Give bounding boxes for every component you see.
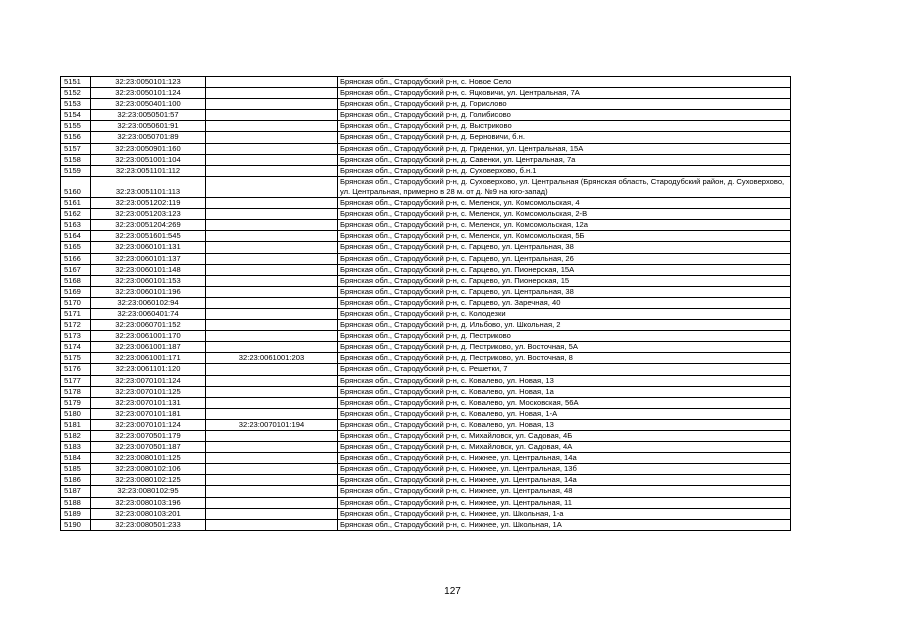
linked-cadastral-number-cell xyxy=(206,431,338,442)
cadastral-number-cell: 32:23:0051101:112 xyxy=(91,165,206,176)
cadastral-number-cell: 32:23:0051204:269 xyxy=(91,220,206,231)
linked-cadastral-number-cell xyxy=(206,231,338,242)
linked-cadastral-number-cell xyxy=(206,453,338,464)
row-number-cell: 5152 xyxy=(61,88,91,99)
row-number-cell: 5170 xyxy=(61,297,91,308)
row-number-cell: 5180 xyxy=(61,408,91,419)
table-row xyxy=(61,253,791,264)
address-cell: Брянская обл., Стародубский р-н, д. Берновичи, б.н. xyxy=(338,132,791,143)
row-number-cell: 5179 xyxy=(61,397,91,408)
address-cell: Брянская обл., Стародубский р-н, д. Суховерхово, б.н.1 xyxy=(338,165,791,176)
linked-cadastral-number-cell: 32:23:0070101:194 xyxy=(206,419,338,430)
address-cell: Брянская обл., Стародубский р-н, с. Меленск, ул. Комсомольская, 5Б xyxy=(338,231,791,242)
table-row xyxy=(61,209,791,220)
linked-cadastral-number-cell xyxy=(206,253,338,264)
cadastral-number-cell: 32:23:0061001:171 xyxy=(91,353,206,364)
row-number-cell: 5161 xyxy=(61,198,91,209)
table-row xyxy=(61,154,791,165)
table-row xyxy=(61,397,791,408)
cadastral-number-cell: 32:23:0070101:131 xyxy=(91,397,206,408)
cadastral-number-cell: 32:23:0050401:100 xyxy=(91,99,206,110)
row-number-cell: 5185 xyxy=(61,464,91,475)
cadastral-number-cell: 32:23:0061001:187 xyxy=(91,342,206,353)
address-cell: Брянская обл., Стародубский р-н, д. Пестриково xyxy=(338,331,791,342)
cadastral-number-cell: 32:23:0060102:94 xyxy=(91,297,206,308)
row-number-cell: 5181 xyxy=(61,419,91,430)
table-row xyxy=(61,77,791,88)
linked-cadastral-number-cell xyxy=(206,475,338,486)
table-row xyxy=(61,519,791,530)
cadastral-number-cell: 32:23:0050101:123 xyxy=(91,77,206,88)
linked-cadastral-number-cell xyxy=(206,364,338,375)
linked-cadastral-number-cell xyxy=(206,275,338,286)
linked-cadastral-number-cell xyxy=(206,132,338,143)
linked-cadastral-number-cell xyxy=(206,209,338,220)
table-row xyxy=(61,342,791,353)
cadastral-number-cell: 32:23:0051601:545 xyxy=(91,231,206,242)
row-number-cell: 5154 xyxy=(61,110,91,121)
address-cell: Брянская обл., Стародубский р-н, с. Нижнее, ул. Центральная, 14а xyxy=(338,453,791,464)
row-number-cell: 5169 xyxy=(61,286,91,297)
table-row xyxy=(61,331,791,342)
row-number-cell: 5187 xyxy=(61,486,91,497)
table-row xyxy=(61,99,791,110)
address-cell: Брянская обл., Стародубский р-н, с. Решетки, 7 xyxy=(338,364,791,375)
address-cell: Брянская обл., Стародубский р-н, д. Савенки, ул. Центральная, 7а xyxy=(338,154,791,165)
linked-cadastral-number-cell xyxy=(206,77,338,88)
table-row xyxy=(61,442,791,453)
linked-cadastral-number-cell xyxy=(206,486,338,497)
linked-cadastral-number-cell xyxy=(206,121,338,132)
address-cell: Брянская обл., Стародубский р-н, д. Пестриково, ул. Восточная, 8 xyxy=(338,353,791,364)
address-cell: Брянская обл., Стародубский р-н, с. Гарцево, ул. Заречная, 40 xyxy=(338,297,791,308)
linked-cadastral-number-cell xyxy=(206,264,338,275)
address-cell: Брянская обл., Стародубский р-н, с. Гарцево, ул. Центральная, 26 xyxy=(338,253,791,264)
address-cell: Брянская обл., Стародубский р-н, д. Пестриково, ул. Восточная, 5А xyxy=(338,342,791,353)
table-row xyxy=(61,110,791,121)
row-number-cell: 5151 xyxy=(61,77,91,88)
table-row xyxy=(61,475,791,486)
address-cell: Брянская обл., Стародубский р-н, с. Яцковичи, ул. Центральная, 7А xyxy=(338,88,791,99)
linked-cadastral-number-cell xyxy=(206,143,338,154)
linked-cadastral-number-cell xyxy=(206,220,338,231)
table-row xyxy=(61,198,791,209)
linked-cadastral-number-cell xyxy=(206,320,338,331)
linked-cadastral-number-cell xyxy=(206,464,338,475)
address-cell: Брянская обл., Стародубский р-н, с. Михайловск, ул. Садовая, 4Б xyxy=(338,431,791,442)
table-row xyxy=(61,165,791,176)
address-cell: Брянская обл., Стародубский р-н, с. Нижнее, ул. Школьная, 1А xyxy=(338,519,791,530)
row-number-cell: 5172 xyxy=(61,320,91,331)
row-number-cell: 5167 xyxy=(61,264,91,275)
linked-cadastral-number-cell xyxy=(206,375,338,386)
table-row xyxy=(61,508,791,519)
row-number-cell: 5155 xyxy=(61,121,91,132)
cadastral-number-cell: 32:23:0080102:95 xyxy=(91,486,206,497)
row-number-cell: 5186 xyxy=(61,475,91,486)
table-row xyxy=(61,464,791,475)
cadastral-number-cell: 32:23:0080102:106 xyxy=(91,464,206,475)
linked-cadastral-number-cell xyxy=(206,508,338,519)
table-row xyxy=(61,320,791,331)
cadastral-number-cell: 32:23:0080501:233 xyxy=(91,519,206,530)
table-row xyxy=(61,486,791,497)
address-cell: Брянская обл., Стародубский р-н, с. Нижнее, ул. Школьная, 1-а xyxy=(338,508,791,519)
linked-cadastral-number-cell xyxy=(206,154,338,165)
table-row xyxy=(61,375,791,386)
linked-cadastral-number-cell xyxy=(206,198,338,209)
table-row xyxy=(61,497,791,508)
address-cell: Брянская обл., Стародубский р-н, с. Гарцево, ул. Центральная, 38 xyxy=(338,286,791,297)
linked-cadastral-number-cell xyxy=(206,408,338,419)
linked-cadastral-number-cell: 32:23:0061001:203 xyxy=(206,353,338,364)
linked-cadastral-number-cell xyxy=(206,242,338,253)
cadastral-number-cell: 32:23:0060101:131 xyxy=(91,242,206,253)
linked-cadastral-number-cell xyxy=(206,519,338,530)
table-row xyxy=(61,121,791,132)
cadastral-number-cell: 32:23:0070101:124 xyxy=(91,419,206,430)
row-number-cell: 5159 xyxy=(61,165,91,176)
cadastral-number-cell: 32:23:0070101:125 xyxy=(91,386,206,397)
row-number-cell: 5173 xyxy=(61,331,91,342)
address-cell: Брянская обл., Стародубский р-н, с. Ковалево, ул. Новая, 13 xyxy=(338,419,791,430)
address-cell: Брянская обл., Стародубский р-н, д. Ильбово, ул. Школьная, 2 xyxy=(338,320,791,331)
row-number-cell: 5175 xyxy=(61,353,91,364)
address-cell: Брянская обл., Стародубский р-н, с. Колодезки xyxy=(338,308,791,319)
address-cell: Брянская обл., Стародубский р-н, с. Нижнее, ул. Центральная, 13б xyxy=(338,464,791,475)
table-row xyxy=(61,297,791,308)
linked-cadastral-number-cell xyxy=(206,497,338,508)
linked-cadastral-number-cell xyxy=(206,331,338,342)
address-cell: Брянская обл., Стародубский р-н, с. Меленск, ул. Комсомольская, 12а xyxy=(338,220,791,231)
table-row xyxy=(61,453,791,464)
cadastral-number-cell: 32:23:0060101:137 xyxy=(91,253,206,264)
address-cell: Брянская обл., Стародубский р-н, с. Меленск, ул. Комсомольская, 2-В xyxy=(338,209,791,220)
row-number-cell: 5178 xyxy=(61,386,91,397)
address-cell: Брянская обл., Стародубский р-н, с. Меленск, ул. Комсомольская, 4 xyxy=(338,198,791,209)
linked-cadastral-number-cell xyxy=(206,397,338,408)
linked-cadastral-number-cell xyxy=(206,386,338,397)
row-number-cell: 5164 xyxy=(61,231,91,242)
cadastral-number-cell: 32:23:0070101:124 xyxy=(91,375,206,386)
property-table-body xyxy=(61,77,791,531)
cadastral-number-cell: 32:23:0051202:119 xyxy=(91,198,206,209)
linked-cadastral-number-cell xyxy=(206,297,338,308)
row-number-cell: 5174 xyxy=(61,342,91,353)
row-number-cell: 5188 xyxy=(61,497,91,508)
row-number-cell: 5157 xyxy=(61,143,91,154)
row-number-cell: 5176 xyxy=(61,364,91,375)
table-row xyxy=(61,143,791,154)
table-row xyxy=(61,408,791,419)
table-row xyxy=(61,231,791,242)
row-number-cell: 5165 xyxy=(61,242,91,253)
table-row xyxy=(61,364,791,375)
linked-cadastral-number-cell xyxy=(206,342,338,353)
address-cell: Брянская обл., Стародубский р-н, д. Голибисово xyxy=(338,110,791,121)
cadastral-number-cell: 32:23:0070501:187 xyxy=(91,442,206,453)
table-row xyxy=(61,220,791,231)
linked-cadastral-number-cell xyxy=(206,286,338,297)
address-cell: Брянская обл., Стародубский р-н, д. Горислово xyxy=(338,99,791,110)
cadastral-number-cell: 32:23:0070501:179 xyxy=(91,431,206,442)
cadastral-number-cell: 32:23:0061101:120 xyxy=(91,364,206,375)
cadastral-number-cell: 32:23:0060701:152 xyxy=(91,320,206,331)
linked-cadastral-number-cell xyxy=(206,88,338,99)
row-number-cell: 5182 xyxy=(61,431,91,442)
property-table xyxy=(60,76,791,531)
cadastral-number-cell: 32:23:0080101:125 xyxy=(91,453,206,464)
cadastral-number-cell: 32:23:0050901:160 xyxy=(91,143,206,154)
table-row xyxy=(61,242,791,253)
address-cell: Брянская обл., Стародубский р-н, с. Ковалево, ул. Новая, 1-А xyxy=(338,408,791,419)
cadastral-number-cell: 32:23:0070101:181 xyxy=(91,408,206,419)
cadastral-number-cell: 32:23:0061001:170 xyxy=(91,331,206,342)
cadastral-number-cell: 32:23:0051101:113 xyxy=(91,176,206,197)
cadastral-number-cell: 32:23:0051203:123 xyxy=(91,209,206,220)
cadastral-number-cell: 32:23:0050601:91 xyxy=(91,121,206,132)
address-cell: Брянская обл., Стародубский р-н, с. Ковалево, ул. Московская, 56А xyxy=(338,397,791,408)
address-cell: Брянская обл., Стародубский р-н, с. Гарцево, ул. Пионерская, 15А xyxy=(338,264,791,275)
table-row xyxy=(61,386,791,397)
row-number-cell: 5190 xyxy=(61,519,91,530)
address-cell: Брянская обл., Стародубский р-н, с. Гарцево, ул. Центральная, 38 xyxy=(338,242,791,253)
linked-cadastral-number-cell xyxy=(206,99,338,110)
address-cell: Брянская обл., Стародубский р-н, с. Новое Село xyxy=(338,77,791,88)
address-cell: Брянская обл., Стародубский р-н, с. Михайловск, ул. Садовая, 4А xyxy=(338,442,791,453)
cadastral-number-cell: 32:23:0060101:153 xyxy=(91,275,206,286)
row-number-cell: 5153 xyxy=(61,99,91,110)
row-number-cell: 5189 xyxy=(61,508,91,519)
cadastral-number-cell: 32:23:0080103:201 xyxy=(91,508,206,519)
address-cell: Брянская обл., Стародубский р-н, с. Нижнее, ул. Центральная, 48 xyxy=(338,486,791,497)
cadastral-number-cell: 32:23:0080102:125 xyxy=(91,475,206,486)
linked-cadastral-number-cell xyxy=(206,308,338,319)
table-row xyxy=(61,308,791,319)
linked-cadastral-number-cell xyxy=(206,165,338,176)
linked-cadastral-number-cell xyxy=(206,176,338,197)
row-number-cell: 5183 xyxy=(61,442,91,453)
row-number-cell: 5160 xyxy=(61,176,91,197)
table-row xyxy=(61,431,791,442)
row-number-cell: 5177 xyxy=(61,375,91,386)
cadastral-number-cell: 32:23:0080103:196 xyxy=(91,497,206,508)
table-row xyxy=(61,353,791,364)
table-row xyxy=(61,264,791,275)
cadastral-number-cell: 32:23:0060101:196 xyxy=(91,286,206,297)
linked-cadastral-number-cell xyxy=(206,442,338,453)
page-number: 127 xyxy=(444,586,461,597)
cadastral-number-cell: 32:23:0050701:89 xyxy=(91,132,206,143)
cadastral-number-cell: 32:23:0050101:124 xyxy=(91,88,206,99)
row-number-cell: 5158 xyxy=(61,154,91,165)
table-row xyxy=(61,286,791,297)
table-row xyxy=(61,132,791,143)
table-row xyxy=(61,88,791,99)
address-cell: Брянская обл., Стародубский р-н, д. Выстриково xyxy=(338,121,791,132)
row-number-cell: 5168 xyxy=(61,275,91,286)
row-number-cell: 5184 xyxy=(61,453,91,464)
address-cell: Брянская обл., Стародубский р-н, с. Гарцево, ул. Пионерская, 15 xyxy=(338,275,791,286)
row-number-cell: 5163 xyxy=(61,220,91,231)
row-number-cell: 5166 xyxy=(61,253,91,264)
address-cell: Брянская обл., Стародубский р-н, д. Гриденки, ул. Центральная, 15А xyxy=(338,143,791,154)
cadastral-number-cell: 32:23:0060101:148 xyxy=(91,264,206,275)
row-number-cell: 5162 xyxy=(61,209,91,220)
cadastral-number-cell: 32:23:0050501:57 xyxy=(91,110,206,121)
address-cell: Брянская обл., Стародубский р-н, с. Нижнее, ул. Центральная, 11 xyxy=(338,497,791,508)
address-cell: Брянская обл., Стародубский р-н, с. Ковалево, ул. Новая, 1а xyxy=(338,386,791,397)
address-cell: Брянская обл., Стародубский р-н, д. Суховерхово, ул. Центральная (Брянская область, Стародубский район, д. Суховерхово, ул. Центральная, примерно в 28 м. от д. №9 на юго-запад) xyxy=(338,176,791,197)
cadastral-number-cell: 32:23:0051001:104 xyxy=(91,154,206,165)
cadastral-number-cell: 32:23:0060401:74 xyxy=(91,308,206,319)
table-row xyxy=(61,419,791,430)
linked-cadastral-number-cell xyxy=(206,110,338,121)
address-cell: Брянская обл., Стародубский р-н, с. Ковалево, ул. Новая, 13 xyxy=(338,375,791,386)
table-row xyxy=(61,275,791,286)
row-number-cell: 5156 xyxy=(61,132,91,143)
address-cell: Брянская обл., Стародубский р-н, с. Нижнее, ул. Центральная, 14а xyxy=(338,475,791,486)
table-row xyxy=(61,176,791,197)
row-number-cell: 5171 xyxy=(61,308,91,319)
